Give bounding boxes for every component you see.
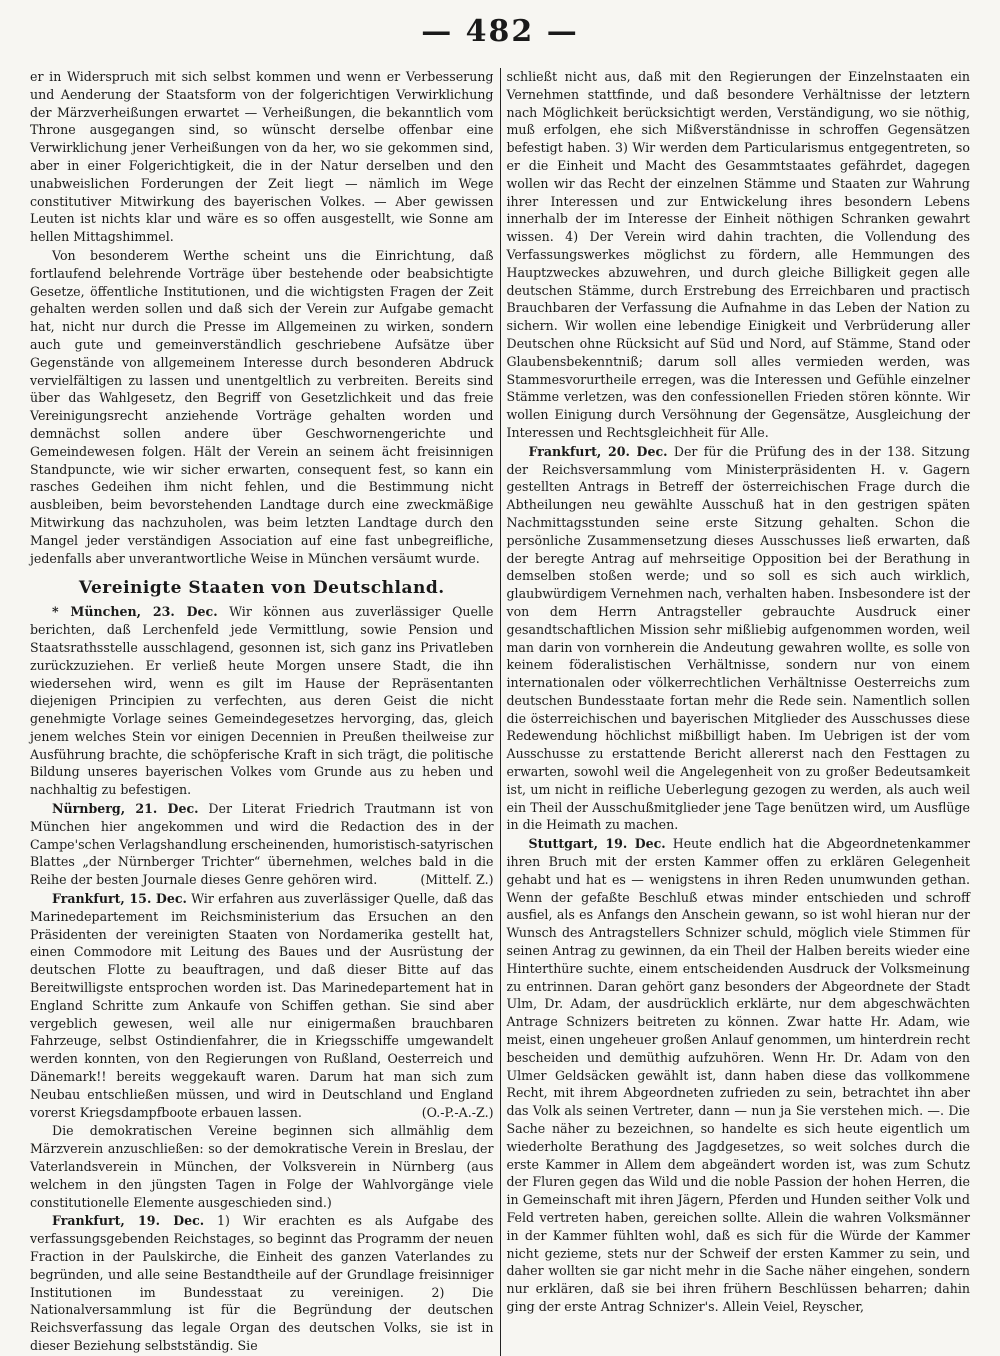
article-text: Der Literat Friedrich Trautmann ist von München hier angekommen und wird die Redaction des in der Campe'schen Verlagshandlung erscheinenden, humoristisch-satyrischen Blattes „der Nürnberger Trichter“ übernehmen, welches bald in die Reihe der besten Journale dieses Genre gehören wird. (30, 801, 494, 888)
article-dateline: Frankfurt, 19. Dec. (52, 1213, 205, 1229)
article-text: 1) Wir erachten es als Aufgabe des verfassungsgebenden Reichstages, so beginnt das Programm der neuen Fraction in der Paulskirche, die Einheit des ganzen Vaterlandes zu begründen, und alle seine Bestandtheile auf der Grundlage freisinniger Institutionen im Bundesstaat zu vereinigen. 2) Die Nationalversammlung ist für die Begründung der deutschen Reichsverfassung das legale Organ des deutschen Volks, sie ist in dieser Beziehung selbstständig. Sie (30, 1213, 494, 1353)
section-heading: Vereinigte Staaten von Deutschland. (78, 578, 445, 599)
article-dateline: Stuttgart, 19. Dec. (528, 836, 666, 852)
article-dateline: Nürnberg, 21. Dec. (52, 801, 199, 817)
article-text: Der für die Prüfung des in der 138. Sitzung der Reichsversammlung vom Ministerpräsidenten H. v. Gagern gestellten Antrags in Betreff der österreichischen Frage durch die Abtheilungen neu gewählte Ausschuß hat in den gestrigen späten Nachmittagsstunden seine erste Sitzung gehalten. Schon die persönliche Zusammensetzung dieses Ausschusses ließ erwarten, daß der beregte Antrag auf mehrseitige Opposition bei der Berathung in demselben stoßen werde; und so soll es sich auch wirklich, glaubwürdigem Vernehmen nach, verhalten haben. Insbesondere ist der von dem Herrn Antragsteller gebrauchte Ausdruck einer gesandtschaftlichen Mission sehr mißliebig aufgenommen worden, weil man darin von vornherein die Andeutung gewahren wollte, es solle von keinem föderalistischen Verhältnisse, sondern nur von einem internationalen oder völkerrechtlichen Verhältnisse Oesterreichs zum deutschen Bundesstaate fortan mehr die Rede sein. Namentlich sollen die österreichischen und bayerischen Mitglieder des Ausschusses diese Redewendung höchlichst mißbilligt haben. Im Uebrigen ist der vom Ausschusse zu erstattende Bericht allererst nach den Festtagen zu erwarten, sowohl weil die Angelegenheit von zu großer Bedeutsamkeit ist, um nicht in reifliche Ueberlegung gezogen zu werden, als auch weil ein Theil der Ausschußmitglieder jene Tage benützen wird, um Ausflüge in die Heimath zu machen. (506, 443, 970, 833)
article-source: (O.-P.-A.-Z.) (421, 1104, 494, 1120)
article-demokratische-vereine (30, 1122, 494, 1211)
article-frankfurt-19 (30, 1212, 494, 1354)
article-muenchen (30, 603, 494, 799)
article-nuernberg (30, 800, 494, 889)
left-column (24, 68, 494, 1356)
article-stuttgart (506, 835, 970, 1316)
article-text: Wir können aus zuverlässiger Quelle berichten, daß Lerchenfeld jede Vermittlung, sowie Pension und Staatsrathsstelle ausschlagend, gesonnen ist, sich ganz ins Privatleben zurückzuziehen. Er verließ heute Morgen unsere Stadt, die ihn wiedersehen wird, wenn es gilt im Hause der Repräsentanten diejenigen Principien zu verfechten, aus deren Geist die nicht genehmigte Vorlage seines Gemeindegesetzes hervorging, das, gleich jenem welches Stein vor einigen Decennien in Preußen theilweise zur Ausführung brachte, die schöpferische Kraft in sich trägt, die politische Bildung unseres bayerischen Volkes vom Grunde aus zu heben und nachhaltig zu befestigen. (30, 604, 494, 798)
article-dateline: Frankfurt, 20. Dec. (528, 443, 668, 459)
left-paragraph-2: Von besonderem Werthe scheint uns die Einrichtung, daß fortlaufend belehrende Vorträge über bestehende oder beabsichtigte Gesetze, öffentliche Institutionen, und die wichtigsten Fragen der Zeit gehalten werden sollen und daß sich der Verein zur Aufgabe gemacht hat, nicht nur durch die Presse im Allgemeinen zu wirken, sondern auch gute und gemeinverständlich geschriebene Aufsätze über Gegenstände von allgemeinem Interesse durch besonderen Abdruck vervielfältigen zu lassen und unentgeltlich zu verbreiten. Bereits sind über das Wahlgesetz, den Begriff von Gesetzlichkeit und das freie Vereinigungsrecht anziehende Vorträge gehalten worden und demnächst sollen andere über Geschwornengerichte und Gemeindewesen folgen. Hält der Verein an seinem ächt freisinnigen Standpuncte, wie wir sicher erwarten, consequent fest, so kann ein rasches Gedeihen ihm nicht fehlen, und die Bestimmung nicht ausbleiben, beim bevorstehenden Landtage durch eine zweckmäßige Mitwirkung das nachzuholen, was beim letzten Landtage durch den Mangel jeder verständigen Association auf eine fast unbegreifliche, jedenfalls aber unverantwortliche Weise in München versäumt wurde. (30, 247, 494, 566)
article-dateline: * München, 23. Dec. (52, 604, 218, 620)
right-paragraph-1: schließt nicht aus, daß mit den Regierungen der Einzelnstaaten ein Vernehmen stattfinde, und daß besondere Verhältnisse der letztern nach Möglichkeit berücksichtigt werden, Verständigung, wo sie nöthig, muß erfolgen, ehe sich Mißverständnisse in schroffen Gegensätzen befestigt haben. 3) Wir werden dem Particularismus entgegentreten, so er die Einheit und Macht des Gesammtstaates gefährdet, dagegen wollen wir das Recht der einzelnen Stämme und Staaten zur Wahrung ihrer Interessen und zur Entwickelung ihres besondern Lebens innerhalb der im Interesse der Einheit nöthigen Schranken gewahrt wissen. 4) Der Verein wird dahin trachten, die Vollendung des Verfassungswerkes möglichst zu fördern, alle Hemmungen des Hauptzweckes abzuwehren, und durch gleiche Billigkeit gegen alle deutschen Stämme, durch Erstrebung des Erreichbaren und practisch Brauchbaren der Verfassung die Aufnahme in das Leben der Nation zu sichern. Wir wollen eine lebendige Einigkeit und Verbrüderung aller Deutschen ohne Rücksicht auf Süd und Nord, auf Stämme, Stand oder Glaubensbekenntniß; darum soll alles vermieden werden, was Stammesvorurtheile erregen, was die Interessen und Gefühle einzelner Stämme verletzen, was den confessionellen Frieden stören könnte. Wir wollen Einigung durch Versöhnung der Gegensätze, Ausgleichung der Interessen und Rechtsgleichheit für Alle. (506, 69, 970, 440)
article-text: Die demokratischen Vereine beginnen sich allmählig dem Märzverein anzuschließen: so der demokratische Verein in Breslau, der Vaterlandsverein in München, der Volksverein in Nürnberg (aus welchem in den jüngsten Tagen in Folge der Wahlvorgänge viele constitutionelle Elemente ausgeschieden sind.) (30, 1123, 494, 1210)
columns (24, 68, 976, 1356)
column-divider (500, 68, 501, 1356)
article-frankfurt-15 (30, 890, 494, 1121)
article-source: (Mittelf. Z.) (420, 872, 494, 888)
article-text: Heute endlich hat die Abgeordnetenkammer ihren Bruch mit der ersten Kammer offen zu erklären Gelegenheit gehabt und hat es — wenigstens in ihren Reden unumwunden gethan. Wenn der gefaßte Beschluß etwas minder entschieden und schroff ausfiel, als es Anfangs den Anschein gewann, so ist wohl hieran nur der Wunsch des Antragstellers Schnizer schuld, möglich viele Stimmen für seinen Antrag zu gewinnen, da ein Theil der Halben bereits wieder eine Hinterthüre suchte, einem entscheidenden Ausdruck der Volksmeinung zu entrinnen. Daran gehört ganz besonders der Abgeordnete der Stadt Ulm, Dr. Adam, der ausdrücklich erklärte, nur dem abgeschwächten Antrage Schnizers beitreten zu können. Zwar hatte Hr. Adam, wie meist, einen ungeheuer großen Anlauf genommen, um hinterdrein recht bescheiden und demüthig aufzuhören. Wenn Hr. Dr. Adam von den Ulmer Geldsäcken gewählt ist, dann haben diese das vollkommene Recht, mit ihrem Abgeordneten zufrieden zu sein, betrachtet ihn aber das Volk als seinen Vertreter, dann — nun ja Sie verstehen mich. —. Die Sache näher zu bezeichnen, so handelte es sich heute eigentlich um wiederholte Berathung des Jagdgesetzes, so weit solches durch die erste Kammer in Allem dem abgeändert worden ist, was zum Schutz der Fluren gegen das Wild und die noble Passion der hohen Herren, die in Gemeinschaft mit ihren Jägern, Pferden und Hunden seither Volk und Feld vertreten haben, gereichen sollte. Allein die wahren Volksmänner in der Kammer fühlten wohl, daß es sich für die Würde der Kammer nicht gezieme, stets nur der Schweif der ersten Kammer zu sein, und daher wollten sie gar nicht mehr in die Sache näher eingehen, sondern nur erklären, daß sie bei ihren frühern Beschlüssen beharren; dahin ging der erste Antrag Schnizer's. Allein Veiel, Reyscher, (506, 836, 970, 1314)
right-column (506, 68, 976, 1356)
article-text: Wir erfahren aus zuverlässiger Quelle, daß das Marinedepartement im Reichsministerium das Ersuchen an den Präsidenten der vereinigten Staaten von Nordamerika gestellt hat, einen Commodore mit Leitung des Baues und der Ausrüstung der deutschen Flotte zu beauftragen, und daß dieser Bitte auf das Bereitwilligste entsprochen worden ist. Das Marinedepartement hat in England Schritte zum Ankaufe von Schiffen gethan. Sie sind aber vergeblich gewesen, weil alle nur einigermaßen brauchbaren Fahrzeuge, selbst Ostindienfahrer, die in Kriegsschiffe umgewandelt werden konnten, von den Regierungen von Rußland, Oesterreich und Dänemark!! bereits weggekauft waren. Darum hat man sich zum Neubau entschließen müssen, und wird in Deutschland und England vorerst Kriegsdampfboote erbauen lassen. (30, 891, 494, 1120)
page-number: — 482 — (421, 14, 579, 49)
article-dateline: Frankfurt, 15. Dec. (52, 891, 187, 907)
left-paragraph-1: er in Widerspruch mit sich selbst kommen und wenn er Verbesserung und Aenderung der Staatsform von der folgerichtigen Verwirklichung der Märzverheißungen erwartet — Verheißungen, die bekanntlich vom Throne ausgegangen sind, so wünscht derselbe offenbar eine Verwirklichung jener Verheißungen von da her, wo sie gekommen sind, aber in einer Folgerichtigkeit, die in der Natur derselben und den unabweislichen Forderungen der Zeit liegt — nämlich im Wege constitutiver Mitwirkung des bayerischen Volkes. — Aber gewissen Leuten ist nichts klar und wäre es so offen ausgestellt, wie Sonne am hellen Mittagshimmel. (30, 69, 494, 245)
article-frankfurt-20 (506, 443, 970, 835)
